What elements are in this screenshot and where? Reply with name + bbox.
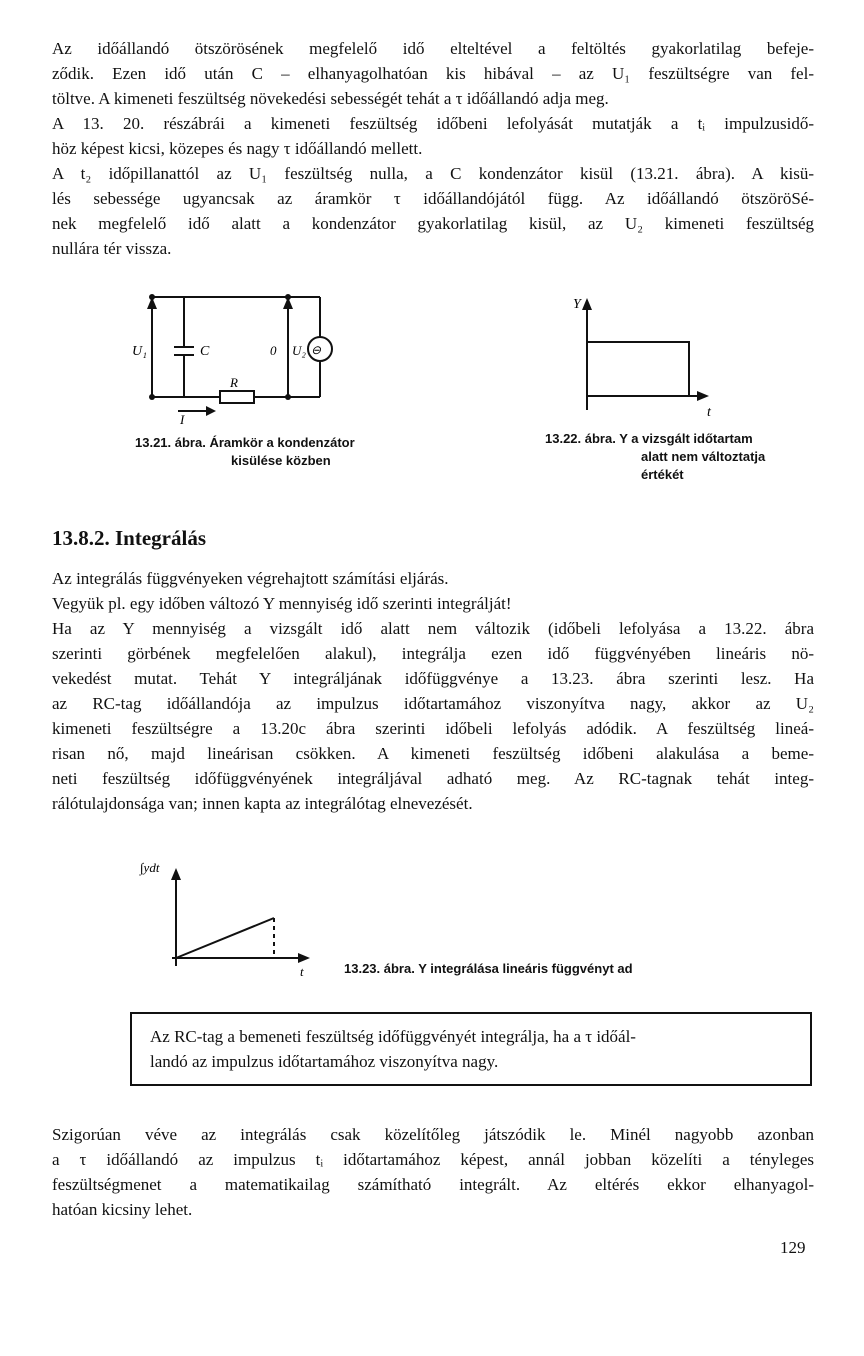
boxed-statement [130,1012,812,1086]
body-line-4: szerinti görbének megfelelően alakul), integrálja ezen idő függvényében lineáris nö- [52,644,814,663]
intro-line-8: nek megfelelő idő alatt a kondenzátor gyakorlatilag kisül, az U₂ kimeneti feszültség [52,214,814,233]
meter-icon: ⊖ [310,343,322,357]
body-line-10: rálótulajdonsága van; innen kapta az integrálótag elnevezését. [52,794,473,813]
intro-line-2: ződik. Ezen idő után C – elhanyagolhatóan kis hibával – az U₁ feszültségre van fel- [52,64,814,83]
figure-13-23-graph [138,856,338,981]
fig-13-23-axis-t: t [300,964,304,979]
figure-13-21-caption [135,434,375,470]
body-line-9: neti feszültség időfüggvényének integráljával adható meg. Az RC-tagnak tehát integ- [52,769,814,788]
body-line-7: kimeneti feszültségre a 13.20c ábra szerinti időbeli lefolyás adódik. A feszültség lineá- [52,719,814,738]
body-line-3: Ha az Y mennyiség a vizsgált idő alatt nem változik (időbeli lefolyása a 13.22. ábra [52,619,814,638]
fig-13-22-axis-y: Y [573,297,581,312]
closing-line-3: feszültségmenet a matematikailag számítható integrált. Az eltérés ekkor elhanyagol- [52,1175,814,1194]
body-line-1: Az integrálás függvényeken végrehajtott számítási eljárás. [52,569,449,588]
figure-13-23-caption [344,960,744,978]
circuit-label-i: I [180,412,185,425]
boxed-line-2: landó az impulzus időtartamához viszonyítva nagy. [150,1052,499,1071]
fig-13-22-caption-number: 13.22. ábra. [545,431,616,446]
intro-line-3: töltve. A kimeneti feszültség növekedési sebességét tehát a τ időállandó adja meg. [52,89,609,108]
fig-13-22-caption-text-1: Y a vizsgált időtartam [619,431,753,446]
boxed-line-1: Az RC-tag a bemeneti feszültség időfüggvényét integrálja, ha a τ időál- [150,1027,636,1046]
fig-13-21-caption-text-1: Áramkör a kondenzátor [209,435,355,450]
circuit-label-u1: U₁ [132,344,147,359]
body-line-6: az RC-tag időállandója az impulzus időtartamához viszonyítva nagy, akkor az U₂ [52,694,814,713]
closing-line-1: Szigorúan véve az integrálás csak közelítőleg játszódik le. Minél nagyobb azonban [52,1125,814,1144]
figure-13-22-caption [545,430,825,484]
fig-13-23-caption-text: Y integrálása lineáris függvényt ad [418,961,633,976]
section-heading [52,526,206,551]
intro-line-5: höz képest kicsi, közepes és nagy τ időállandó mellett. [52,139,423,158]
fig-13-22-caption-text-2: alatt nem változtatja [641,449,766,464]
body-line-8: risan nő, majd lineárisan csökken. A kimeneti feszültség időbeni alakulása a beme- [52,744,814,763]
fig-13-22-caption-text-3: értékét [641,467,684,482]
fig-13-21-caption-number: 13.21. ábra. [135,435,206,450]
figure-13-22-graph [565,292,725,422]
circuit-label-c: C [200,344,210,359]
page-number: 129 [780,1238,806,1257]
intro-line-1: Az időállandó ötszörösének megfelelő idő elteltével a feltöltés gyakorlatilag befeje- [52,39,814,58]
section-number: 13.8.2. [52,526,110,550]
intro-line-9: nullára tér vissza. [52,239,172,258]
intro-line-6: A t₂ időpillanattól az U₁ feszültség nulla, a C kondenzátor kisül (13.21. ábra). A kisü- [52,164,814,183]
body-line-5: vekedést mutat. Tehát Y integráljának időfüggvénye a 13.23. ábra szerinti lesz. Ha [52,669,814,688]
body-line-2: Vegyük pl. egy időben változó Y mennyiség idő szerinti integrálját! [52,594,512,613]
circuit-label-zero: 0 [270,343,277,358]
section-title: Integrálás [115,526,206,550]
fig-13-23-caption-number: 13.23. ábra. [344,961,415,976]
circuit-label-u2: U₂ [292,343,306,358]
circuit-label-r: R [230,375,238,390]
fig-13-22-axis-t: t [707,405,711,420]
closing-paragraph [52,1122,814,1222]
intro-line-4: A 13. 20. részábrái a kimeneti feszültség időbeni lefolyását mutatják a tᵢ impulzusidő- [52,114,814,133]
closing-line-4: hatóan kicsiny lehet. [52,1200,193,1219]
closing-line-2: a τ időállandó az impulzus tᵢ időtartamához képest, annál jobban közelíti a tényleges [52,1150,814,1169]
body-paragraph [52,566,814,816]
fig-13-21-caption-text-2: kisülése közben [231,453,331,468]
fig-13-23-axis-y: ∫ydt [140,860,160,875]
figure-13-21-circuit [120,285,360,425]
intro-line-7: lés sebessége ugyancsak az áramkör τ időállandójától függ. Az időállandó ötszöröSé- [52,189,814,208]
intro-paragraph [52,36,814,261]
